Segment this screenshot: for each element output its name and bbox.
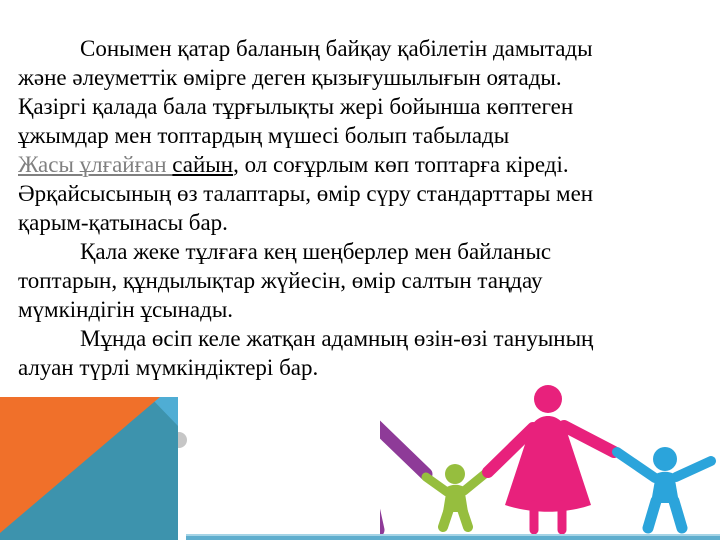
text-line bbox=[18, 150, 718, 179]
figure-child-blue bbox=[617, 447, 711, 528]
text-line bbox=[18, 208, 718, 237]
text-run: топтарын, құндылықтар жүйесін, өмір салтын таңдау bbox=[18, 268, 543, 293]
figure-man-purple bbox=[380, 379, 426, 531]
text-line bbox=[18, 92, 718, 121]
text-line bbox=[18, 34, 718, 63]
hyperlink-text[interactable]: сайын bbox=[172, 152, 234, 177]
figure-woman-pink bbox=[488, 385, 614, 530]
text-run: Мұнда өсіп келе жатқан адамның өзін-өзі тануының bbox=[80, 326, 594, 351]
text-block bbox=[18, 34, 718, 382]
text-run: қарым-қатынасы бар. bbox=[18, 210, 228, 235]
text-line bbox=[18, 324, 718, 353]
text-run: алуан түрлі мүмкіндіктері бар. bbox=[18, 355, 319, 380]
text-line bbox=[18, 295, 718, 324]
text-line bbox=[18, 63, 718, 92]
text-line bbox=[18, 121, 718, 150]
hyperlink-text[interactable]: Жасы ұлғайған bbox=[18, 152, 173, 177]
bottom-accent-bar bbox=[186, 534, 720, 540]
text-run: Сонымен қатар баланың байқау қабілетін дамытады bbox=[80, 36, 593, 61]
text-run: Әрқайсысының өз талаптары, өмір сүру стандарттары мен bbox=[18, 181, 594, 206]
family-illustration bbox=[380, 375, 720, 535]
text-run: Қазіргі қалада бала тұрғылықты жері бойынша көптеген bbox=[18, 94, 574, 119]
text-run: ұжымдар мен топтардың мүшесі болып табылады bbox=[18, 123, 510, 148]
corner-decoration bbox=[0, 395, 196, 540]
text-line bbox=[18, 237, 718, 266]
text-line bbox=[18, 266, 718, 295]
bottom-accent-bar-main bbox=[186, 536, 720, 540]
text-run: , ол соғұрлым көп топтарға кіреді. bbox=[233, 152, 569, 177]
text-run: және әлеуметтік өмірге деген қызығушылығын оятады. bbox=[18, 65, 562, 90]
text-line bbox=[18, 179, 718, 208]
text-run: мүмкіндігін ұсынады. bbox=[18, 297, 234, 322]
figure-child-green bbox=[426, 464, 486, 527]
text-run: Қала жеке тұлғаға кең шеңберлер мен байланыс bbox=[80, 239, 552, 264]
